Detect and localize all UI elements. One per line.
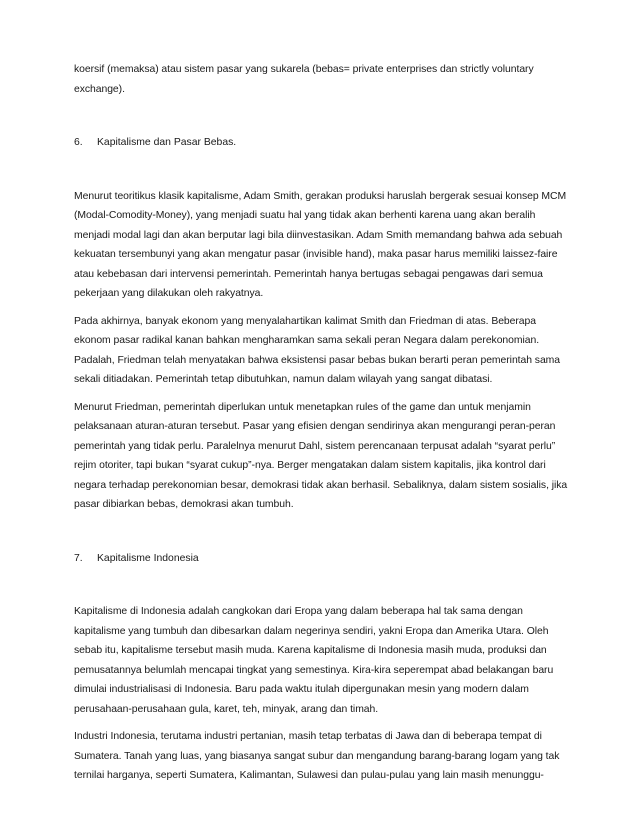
section-6-number: 6.	[74, 137, 83, 148]
section-7-paragraph-2: Industri Indonesia, terutama industri pertanian, masih tetap terbatas di Jawa dan di beberapa tempat di Sumatera. Tanah yang luas, yang biasanya sangat subur dan mengandung barang-barang logam yang tak ternilai harganya, seperti Sumatera, Kalimantan, Sulawesi dan pulau-pulau yang lain masih menunggu-	[74, 731, 560, 781]
section-6-title: Kapitalisme dan Pasar Bebas.	[97, 137, 237, 148]
section-7-heading	[74, 549, 570, 569]
section-6-heading	[74, 133, 570, 153]
section-6-paragraph-2: Pada akhirnya, banyak ekonom yang menyalahartikan kalimat Smith dan Friedman di atas. Beberapa ekonom pasar radikal kanan bahkan mengharamkan sama sekali peran Negara dalam perekonomian. Padalah, Friedman telah menyatakan bahwa eksistensi pasar bebas bukan berarti peran pemerintah sama sekali ditiadakan. Pemerintah tetap dibutuhkan, namun dalam wilayah yang sangat dibatasi.	[74, 315, 561, 385]
section-7-paragraph-1: Kapitalisme di Indonesia adalah cangkokan dari Eropa yang dalam beberapa hal tak sama dengan kapitalisme yang tumbuh dan dibesarkan dalam negerinya sendiri, yakni Eropa dan Amerika Utara. Oleh sebab itu, kapitalisme tersebut masih muda. Karena kapitalisme di Indonesia masih muda, produksi dan pemusatannya belumlah mencapai tingkat yang semestinya. Kira-kira seperempat abad belakangan baru dimulai industrialisasi di Indonesia. Baru pada waktu itulah dipergunakan mesin yang modern dalam perusahaan-perusahaan gula, karet, teh, minyak, arang dan timah.	[74, 606, 554, 715]
section-6-paragraph-1: Menurut teoritikus klasik kapitalisme, Adam Smith, gerakan produksi haruslah bergerak sesuai konsep MCM (Modal-Comodity-Money), yang menjadi suatu hal yang tidak akan berhenti karena uang akan beralih menjadi modal lagi dan akan berputar lagi bila diinvestasikan. Adam Smith memandang bahwa ada sebuah kekuatan tersembunyi yang akan mengatur pasar (invisible hand), maka pasar harus memiliki laissez-faire atau kebebasan dari intervensi pemerintah. Pemerintah hanya bertugas sebagai pengawas dari semua pekerjaan yang dilakukan oleh rakyatnya.	[74, 190, 567, 299]
section-6-paragraph-3: Menurut Friedman, pemerintah diperlukan untuk menetapkan rules of the game dan untuk menjamin pelaksanaan aturan-aturan tersebut. Pasar yang efisien dengan sendirinya akan mengurangi peran-peran pemerintah yang tidak perlu. Paralelnya menurut Dahl, sistem perencanaan terpusat adalah “syarat perlu” rejim otoriter, tapi bukan “syarat cukup”-nya. Berger mengatakan dalam sistem kapitalis, jika kontrol dari negara terhadap perekonomian besar, demokrasi tidak akan berhasil. Sebaliknya, dalam sistem sosialis, jika pasar dibiarkan bebas, demokrasi akan tumbuh.	[74, 401, 568, 510]
document-page	[74, 60, 570, 786]
section-7-title: Kapitalisme Indonesia	[97, 552, 199, 564]
intro-paragraph: koersif (memaksa) atau sistem pasar yang sukarela (bebas= private enterprises dan strictly voluntary exchange).	[74, 64, 534, 95]
section-7-number: 7.	[74, 552, 83, 564]
